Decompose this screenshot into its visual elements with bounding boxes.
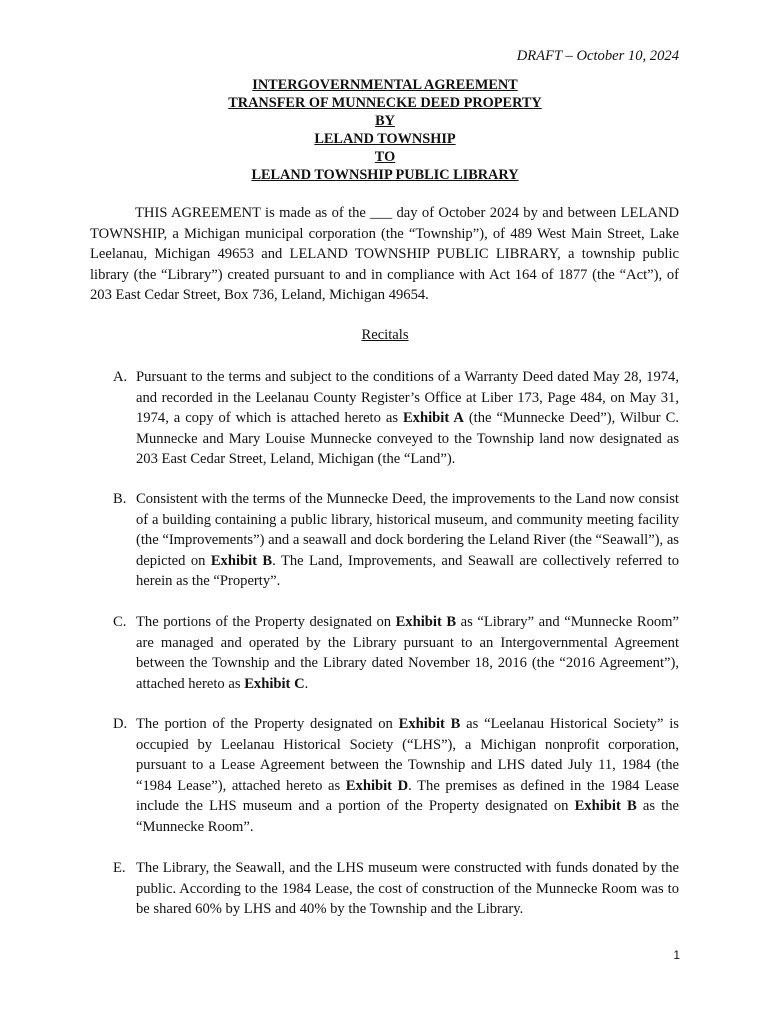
recital-d [113,714,679,838]
exhibit-reference: Exhibit B [398,716,461,732]
recital-a [113,367,679,470]
recital-text: The portion of the Property designated on Exhibit B as “Leelanau Historical Society” is occupied by Leelanau Historical Society (“LHS”), a Michigan nonprofit corporation, pursuant to a Lease Agreement between the Township and LHS dated July 11, 1984 (the “1984 Lease”), attached hereto as Exhibit D. The premises as defined in the 1984 Lease include the LHS museum and a portion of the Property designated on Exhibit B as the “Munnecke Room”. [136,716,680,835]
recital-letter: B. [113,491,127,507]
exhibit-reference: Exhibit B [210,552,273,569]
title-line-3: BY [375,113,395,129]
exhibit-reference: Exhibit B [574,798,637,815]
recital-text: Pursuant to the terms and subject to the conditions of a Warranty Deed dated May 28, 1974, and recorded in the Leelanau County Register’s Office at Liber 173, Page 484, on May 31, 1974, a copy of which is attached hereto as Exhibit A (the “Munnecke Deed”), Wilbur C. Munnecke and Mary Louise Munnecke conveyed to the Township land now designated as 203 East Cedar Street, Leland, Michigan (the “Land”). [136,369,679,468]
recital-text: Consistent with the terms of the Munnecke Deed, the improvements to the Land now consist of a building containing a public library, historical museum, and community meeting facility (the “Improvements”) and a seawall and dock bordering the Leland River (the “Seawall”), as depicted on Exhibit B. The Land, Improvements, and Seawall are collectively referred to herein as the “Property”. [136,491,679,590]
title-line-6: LELAND TOWNSHIP PUBLIC LIBRARY [251,167,519,183]
recital-letter: E. [113,860,126,876]
recital-letter: C. [113,614,127,630]
draft-date-label: DRAFT – October 10, 2024 [516,48,679,64]
intro-paragraph: THIS AGREEMENT is made as of the ___ day of October 2024 by and between LELAND TOWNSHIP, a Michigan municipal corporation (the “Township”), of 489 West Main Street, Lake Leelanau, Michigan 49653 and LELAND TOWNSHIP PUBLIC LIBRARY, a township public library (the “Library”) created pursuant to and in compliance with Act 164 of 1877 (the “Act”), of 203 East Cedar Street, Box 736, Leland, Michigan 49654. [90,205,679,304]
title-line-1: INTERGOVERNMENTAL AGREEMENT [252,77,518,93]
title-line-5: TO [374,149,396,165]
recital-e [113,858,679,920]
title-line-2: TRANSFER OF MUNNECKE DEED PROPERTY [228,95,542,111]
exhibit-reference: Exhibit C [244,675,305,692]
recital-letter: A. [113,369,128,385]
page-number: 1 [673,948,680,962]
exhibit-reference: Exhibit B [395,614,457,630]
exhibit-reference: Exhibit D [345,777,409,794]
recital-letter: D. [113,716,128,732]
recital-text: The Library, the Seawall, and the LHS museum were constructed with funds donated by the public. According to the 1984 Lease, the cost of construction of the Munnecke Room was to be shared 60% by LHS and 40% by the Township and the Library. [136,860,679,918]
exhibit-reference: Exhibit A [402,410,464,427]
recital-c [113,612,679,694]
title-line-4: LELAND TOWNSHIP [314,131,456,147]
agreement-title [0,76,770,184]
recital-b [113,489,679,592]
recital-text: The portions of the Property designated on Exhibit B as “Library” and “Munnecke Room” are managed and operated by the Library pursuant to an Intergovernmental Agreement between the Township and the Library dated November 18, 2016 (the “2016 Agreement”), attached hereto as Exhibit C. [136,614,679,692]
recitals-heading: Recitals [361,327,409,343]
